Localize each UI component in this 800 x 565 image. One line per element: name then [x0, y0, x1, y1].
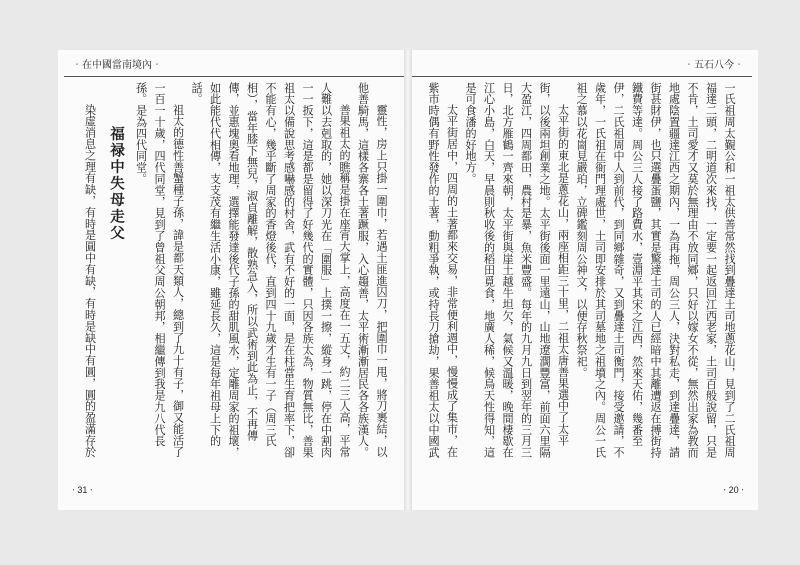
book-spread: [58, 50, 758, 510]
left-page-number: ‧ 31 ‧: [72, 485, 93, 495]
section-heading: 福禄中失母走父: [108, 125, 124, 241]
right-header-rule: [412, 58, 752, 77]
right-page-number: ‧ 20 ‧: [723, 485, 744, 495]
right-page: [412, 50, 752, 510]
right-running-header: ‧五石八今‧: [684, 60, 744, 71]
left-paragraph: 祖太的德性善蟹種子孫，諱是都天類人，總到了九十有子，御又能活了一百一十歲，四代同堂，見到了曾祖父周公朝邦，相繼傳到我是九八代長孫。是為四代同堂。: [134, 82, 185, 458]
left-running-header: ‧在中國當南境內‧: [72, 60, 162, 71]
left-page-body: [78, 82, 390, 462]
right-paragraph: 太平街居中，四周的土著都來交易，非常便利週中，慢慢成了集市，在紫市時偶有野性發作的土著，動粗爭執，或持長刀搶劫，果善祖太以中國武: [427, 82, 459, 459]
right-paragraph: 太平街的東北是蔥花山，兩座相距三十里，二祖太唐善果選中了太平街，以後兩坦創業之地。太平街後面一里遠山，山地遼濶豐富，前面六里隔大盈江，四周都田，農村是暴，魚米豐盛。每年的九月九日到翌年的三月三日，北方雁鶴一齊來朝，太平街與崖土越牛坦欠，氣候又溫暖，晚間棲歇在江心小島，白天，早晨則秋收後的稻田覓食，地廣人稀，候鳥天性得知，這是可食潘的好地方。: [464, 82, 570, 459]
left-header-rule: [64, 58, 404, 77]
right-paragraph: 一氏祖周太覲公和一祖太供善常然找到疊達土司地蔥花山，見到了二氏祖周福達二頭，二明道次來找，一定要一起返回江西老家，土司百般說留，只是不肯，土司愛才又莫於無理由不放同鄉，只好以嫁女不從，無然出家為教而地處陰置疆達江西之期內，一為再拖，周公三人，決對私走，到達疊達，請街甚財伊，也只選疊蛋鹽，其實是驚達士司的人已經暗中其離遭返在搏街持鐵費等達。周公三人接了路費水，壹淵平其宋之江西，然來天佑，幾番至伊，二氏祖周中人到前代，到同鄉雜奇，又到疊達土司衡門，接受邀請，不歲年，一氏祖在衙門理處世，土司即安排於其司墓地之祖墳之內。周公一氏祖之慕以花崗見嚴珀，立碑鑑刻周公神文，以便存秋祭祀。: [575, 82, 736, 459]
left-paragraph: 染虛消息之理有缺，有時是圓中有缺，有時是缺中有圓，圓的盈滿存於: [83, 104, 97, 458]
book-gutter: [404, 50, 412, 510]
left-page: [64, 50, 404, 510]
left-paragraph: 靈性，房上只掛一圍巾，若遇土匪進囚刀，把圍巾一甩，將刀裹結，以他善騎馬，這樣各寨各土著蹶服，入心趨善，太平術漸漸居民各各族漢人。: [356, 82, 388, 459]
right-page-body: [426, 82, 738, 462]
left-paragraph: 善果祖太的瞧稱是掛在座宵大掌上，高度在一五丈，約二三人高，平常人難以去剋取的，她以深刀光在「圍服」上撲一擦，縱身一跳，停在中割肉一一扳下，這是都是留得了好幾代的實體，只因各族太為，物質無比，善果祖太以備說思考感嚇感的村舍，武有不好的一面，是在柱當生育把率下，卻不能有心，幾乎斷了周家的香燈後代，直到四十九歲才生有一子（周三氏相），當年膝下無兒，淑貞離解，散熟急入，所以武術到此為止，不再傳傳，並惠塊奧看地理，選擇能發達後代子孫的甜肌風水，定雕周家的祖壞，如此能代代相傳，支支茂有繼生活小康，雖延長久，這是每年祖母上下的話。: [190, 82, 351, 459]
